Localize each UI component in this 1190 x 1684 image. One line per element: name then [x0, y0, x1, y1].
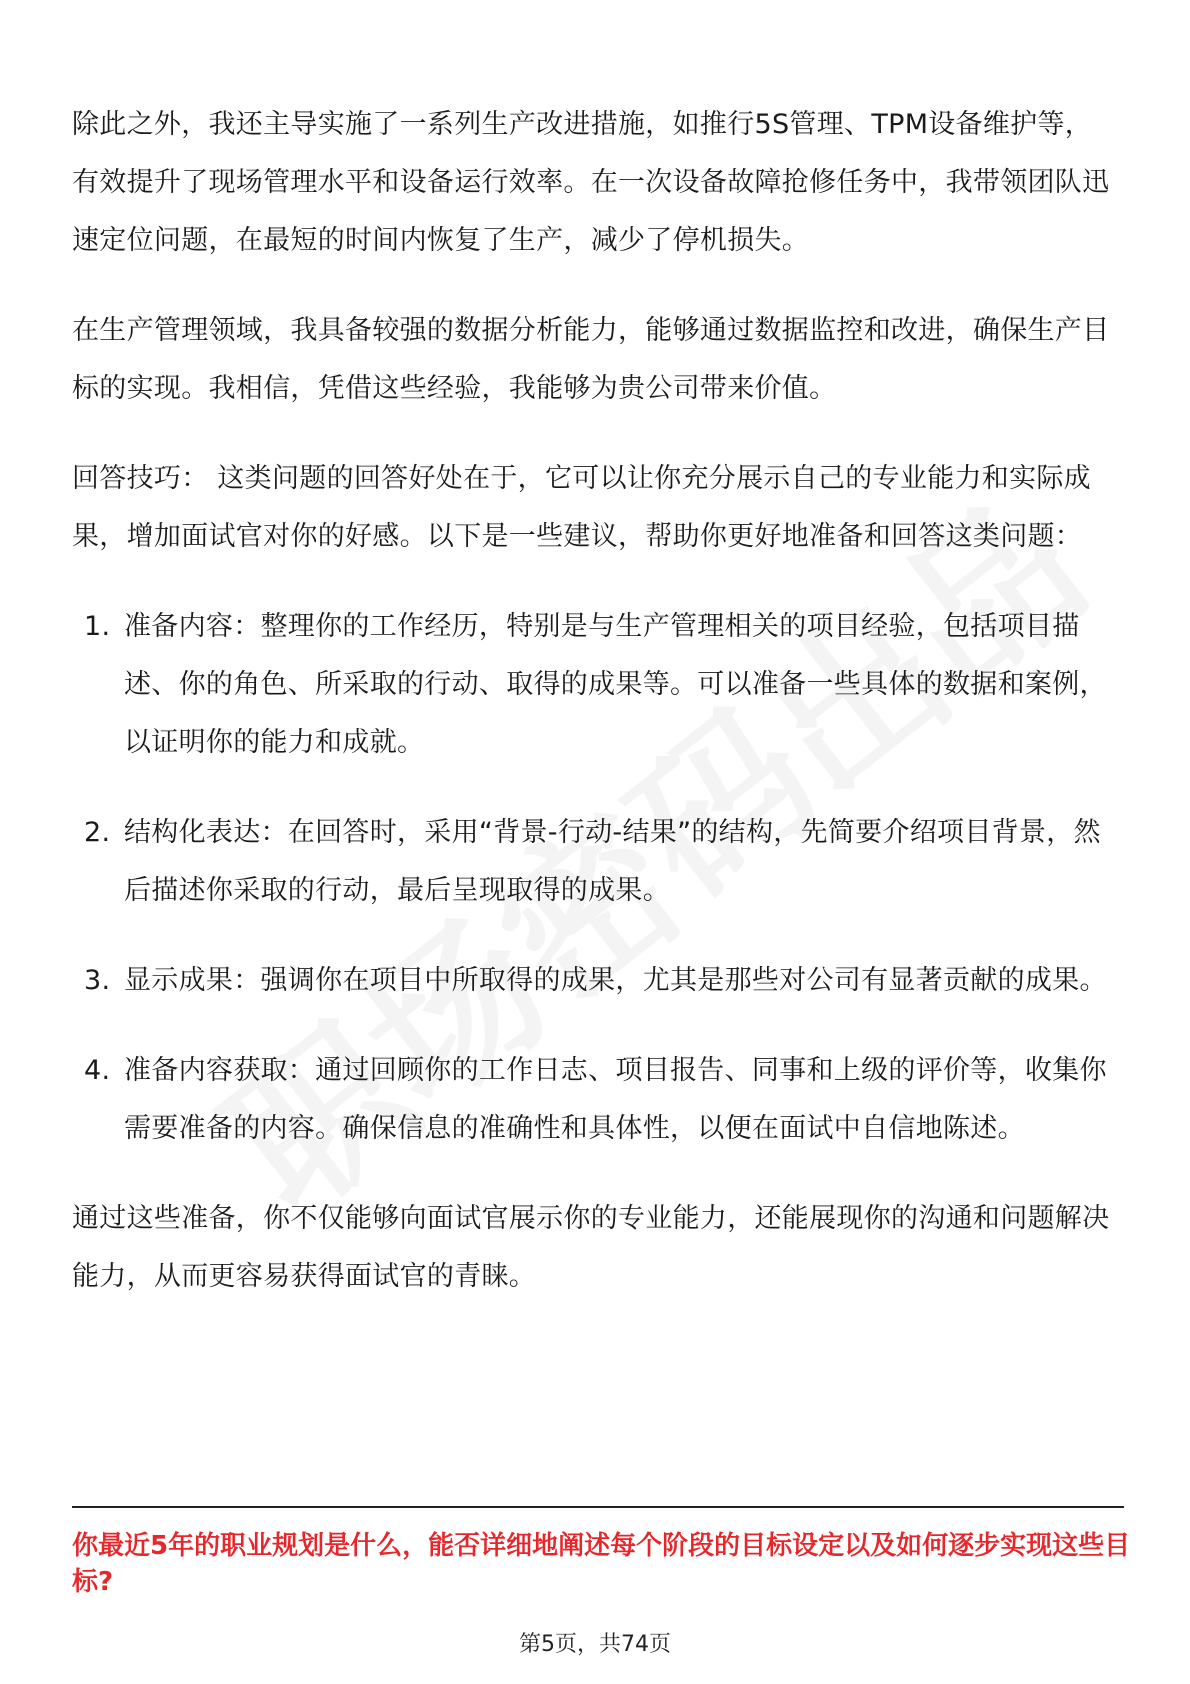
list-item-number: 2. [84, 817, 111, 848]
list-item-text: 准备内容：整理你的工作经历，特别是与生产管理相关的项目经验，包括项目描述、你的角色、所采取的行动、取得的成果等。可以准备一些具体的数据和案例，以证明你的能力和成就。 [124, 611, 1107, 758]
list-item-number: 3. [84, 965, 111, 996]
list-item-number: 4. [84, 1055, 111, 1086]
list-item-number: 1. [84, 611, 111, 642]
paragraph-data-analysis: 在生产管理领域，我具备较强的数据分析能力，能够通过数据监控和改进，确保生产目标的实现。我相信，凭借这些经验，我能够为贵公司带来价值。 [72, 315, 1110, 404]
list-item-text: 准备内容获取：通过回顾你的工作日志、项目报告、同事和上级的评价等，收集你需要准备的内容。确保信息的准确性和具体性，以便在面试中自信地陈述。 [124, 1055, 1107, 1144]
list-item [72, 952, 1118, 1010]
list-item [72, 1042, 1118, 1158]
paragraph-improvements: 除此之外，我还主导实施了一系列生产改进措施，如推行5S管理、TPM设备维护等，有效提升了现场管理水平和设备运行效率。在一次设备故障抢修任务中，我带领团队迅速定位问题，在最短的时间内恢复了生产，减少了停机损失。 [72, 109, 1110, 256]
list-item [72, 804, 1118, 920]
section-divider [72, 1506, 1124, 1508]
next-question-heading: 你最近5年的职业规划是什么，能否详细地阐述每个阶段的目标设定以及如何逐步实现这些目标? [72, 1531, 1131, 1597]
list-item-text: 结构化表达：在回答时，采用“背景-行动-结果”的结构，先简要介绍项目背景，然后描述你采取的行动，最后呈现取得的成果。 [124, 817, 1101, 906]
paragraph-closing: 通过这些准备，你不仅能够向面试官展示你的专业能力，还能展现你的沟通和问题解决能力，从而更容易获得面试官的青睐。 [72, 1203, 1110, 1292]
list-item [72, 598, 1118, 772]
page-number: 第5页，共74页 [519, 1632, 671, 1657]
list-item-text: 显示成果：强调你在项目中所取得的成果，尤其是那些对公司有显著贡献的成果。 [124, 965, 1107, 996]
page-content [72, 96, 1118, 1338]
paragraph-answer-tips: 回答技巧： 这类问题的回答好处在于，它可以让你充分展示自己的专业能力和实际成果，增加面试官对你的好感。以下是一些建议，帮助你更好地准备和回答这类问题： [72, 463, 1091, 552]
tips-list [72, 598, 1118, 1158]
